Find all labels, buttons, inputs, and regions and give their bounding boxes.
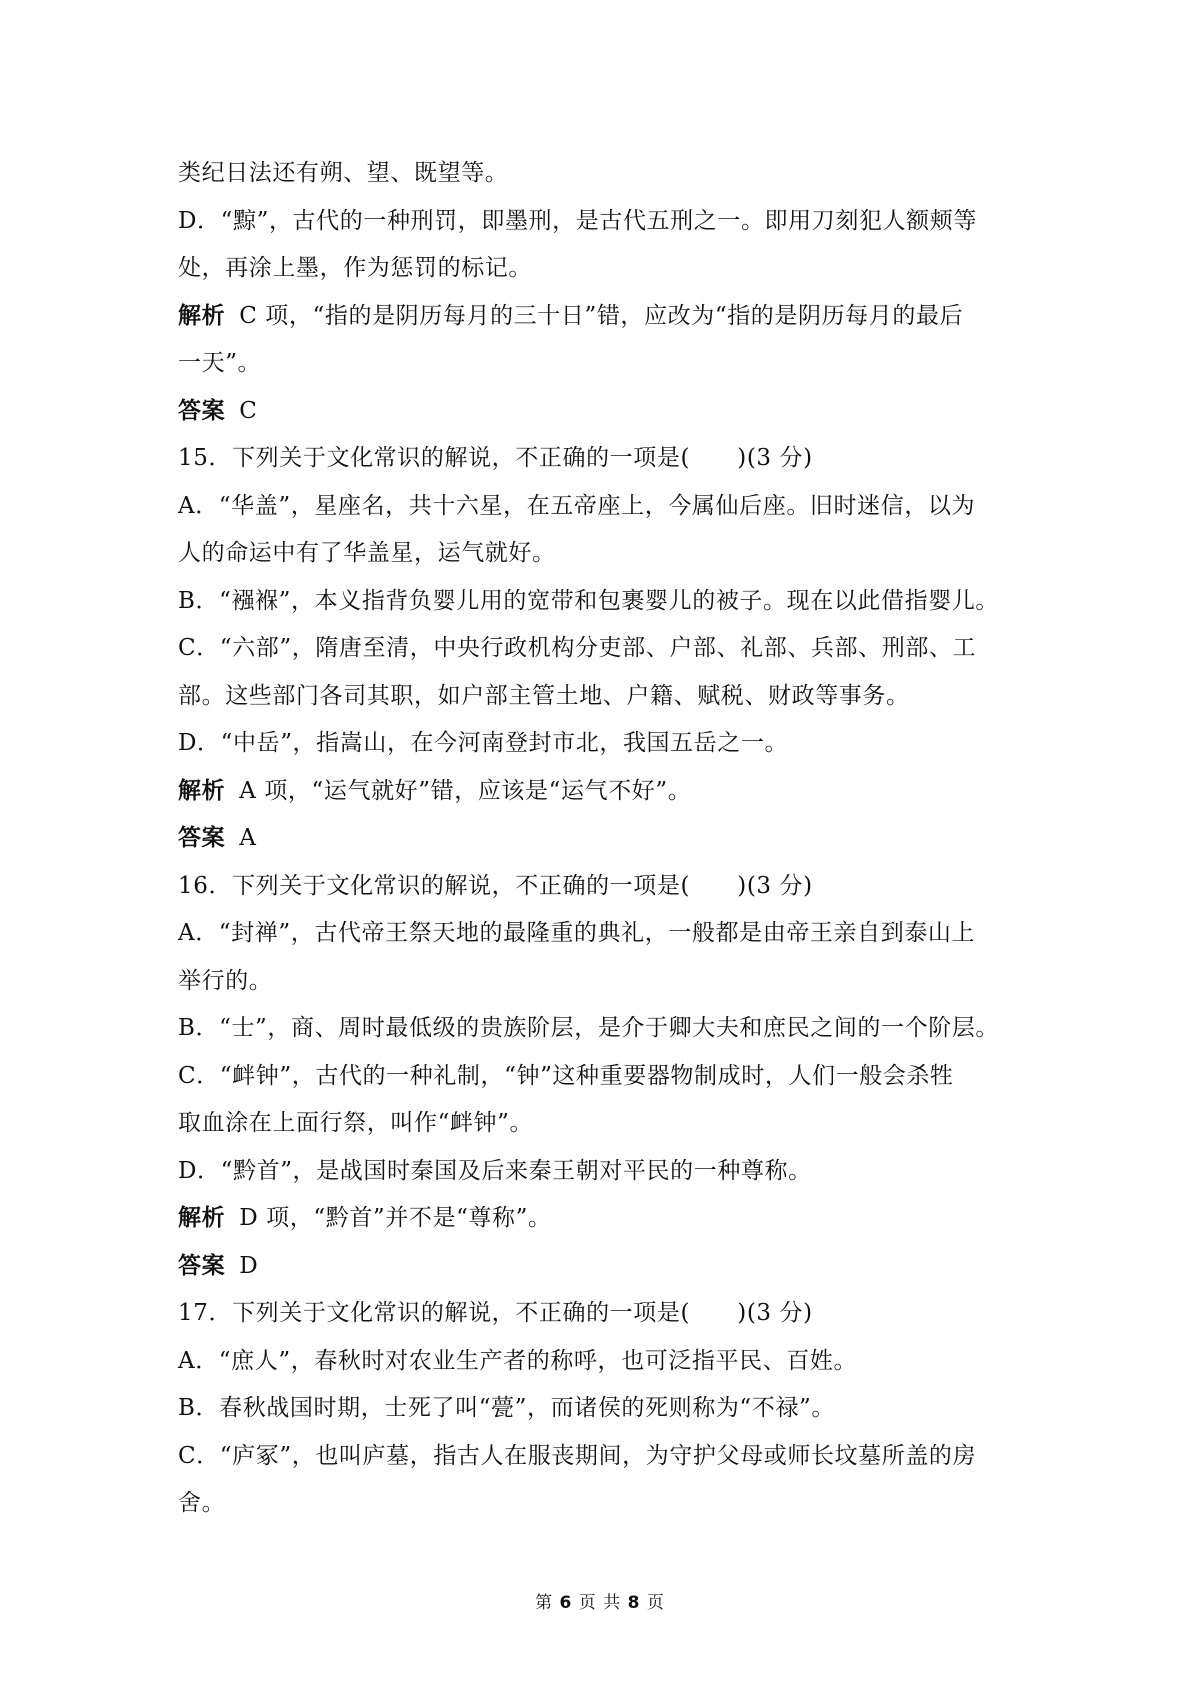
text-line (178, 1433, 1038, 1481)
text-line (178, 530, 1038, 578)
section-label: 答案 (178, 825, 226, 851)
text-line (178, 625, 1038, 673)
text-line (178, 1053, 1038, 1101)
footer-prefix: 第 (535, 1593, 554, 1613)
line-text: D．“中岳”，指嵩山，在今河南登封市北，我国五岳之一。 (178, 730, 789, 756)
line-text: 举行的。 (178, 967, 273, 994)
footer-suffix: 页 (646, 1593, 665, 1613)
line-text: 17．下列关于文化常识的解说，不正确的一项是( )(3 分) (178, 1300, 813, 1326)
line-text: 类纪日法还有朔、望、既望等。 (178, 160, 509, 186)
line-text: D．“黔首”，是战国时秦国及后来秦王朝对平民的一种尊称。 (178, 1157, 812, 1184)
section-label: 解析 (178, 302, 226, 329)
text-line (178, 245, 1038, 293)
text-line (178, 198, 1038, 246)
line-text: C．“衅钟”，古代的一种礼制，“钟”这种重要器物制成时，人们一般会杀牲 (178, 1062, 954, 1089)
line-text: 人的命运中有了华盖星，运气就好。 (178, 540, 556, 566)
line-text: A (239, 825, 257, 851)
line-text: B．春秋战国时期，士死了叫“甍”，而诸侯的死则称为“不禄”。 (178, 1395, 835, 1421)
line-text: 16．下列关于文化常识的解说，不正确的一项是( )(3 分) (178, 872, 813, 899)
text-line (178, 150, 1038, 198)
line-text: 一天”。 (178, 350, 262, 376)
line-text: A．“华盖”，星座名，共十六星，在五帝座上，今属仙后座。旧时迷信，以为 (178, 492, 976, 519)
line-text: 部。这些部门各司其职，如户部主管土地、户籍、赋税、财政等事务。 (178, 682, 910, 709)
text-line (178, 815, 1038, 863)
text-line (178, 768, 1038, 816)
text-line (178, 958, 1038, 1006)
line-text: C．“庐冢”，也叫庐墓，指古人在服丧期间，为守护父母或师长坟墓所盖的房 (178, 1442, 977, 1469)
text-line (178, 1005, 1038, 1053)
page-footer (0, 1588, 1200, 1613)
text-line (178, 483, 1038, 531)
line-text: 舍。 (178, 1490, 226, 1516)
line-text: C 项，“指的是阴历每月的三十日”错，应改为“指的是阴历每月的最后 (239, 302, 964, 329)
text-line (178, 1338, 1038, 1386)
document-body (178, 150, 1038, 1528)
text-line (178, 1100, 1038, 1148)
text-line (178, 435, 1038, 483)
text-line (178, 1480, 1038, 1528)
text-line (178, 673, 1038, 721)
text-line (178, 1148, 1038, 1196)
text-line (178, 1290, 1038, 1338)
line-text: C．“六部”，隋唐至清，中央行政机构分吏部、户部、礼部、兵部、刑部、工 (178, 635, 977, 661)
text-line (178, 1385, 1038, 1433)
line-text: A．“封禅”，古代帝王祭天地的最隆重的典礼，一般都是由帝王亲自到泰山上 (178, 920, 976, 946)
section-label: 答案 (178, 397, 226, 424)
text-line (178, 1195, 1038, 1243)
line-text: A 项，“运气就好”错，应该是“运气不好”。 (239, 777, 692, 804)
text-line (178, 388, 1038, 436)
line-text: 处，再涂上墨，作为惩罚的标记。 (178, 255, 532, 281)
line-text: 15．下列关于文化常识的解说，不正确的一项是( )(3 分) (178, 445, 813, 471)
section-label: 答案 (178, 1252, 226, 1279)
text-line (178, 720, 1038, 768)
total-page-number: 8 (627, 1593, 641, 1613)
line-text: B．“士”，商、周时最低级的贵族阶层，是介于卿大夫和庶民之间的一个阶层。 (178, 1015, 1000, 1041)
text-line (178, 340, 1038, 388)
section-label: 解析 (178, 1205, 226, 1231)
line-text: D．“黥”，古代的一种刑罚，即墨刑，是古代五刑之一。即用刀刻犯人额颊等 (178, 207, 977, 234)
text-line (178, 910, 1038, 958)
line-text: D (239, 1252, 259, 1279)
line-text: D 项，“黔首”并不是“尊称”。 (239, 1205, 552, 1231)
current-page-number: 6 (559, 1593, 573, 1613)
section-label: 解析 (178, 777, 226, 804)
line-text: B．“襁褓”，本义指背负婴儿用的宽带和包裹婴儿的被子。现在以此借指婴儿。 (178, 587, 1000, 614)
line-text: C (239, 397, 258, 424)
text-line (178, 578, 1038, 626)
footer-mid: 页 共 (578, 1593, 622, 1613)
line-text: A．“庶人”，春秋时对农业生产者的称呼，也可泛指平民、百姓。 (178, 1347, 858, 1374)
line-text: 取血涂在上面行祭，叫作“衅钟”。 (178, 1110, 534, 1136)
text-line (178, 863, 1038, 911)
text-line (178, 293, 1038, 341)
text-line (178, 1243, 1038, 1291)
